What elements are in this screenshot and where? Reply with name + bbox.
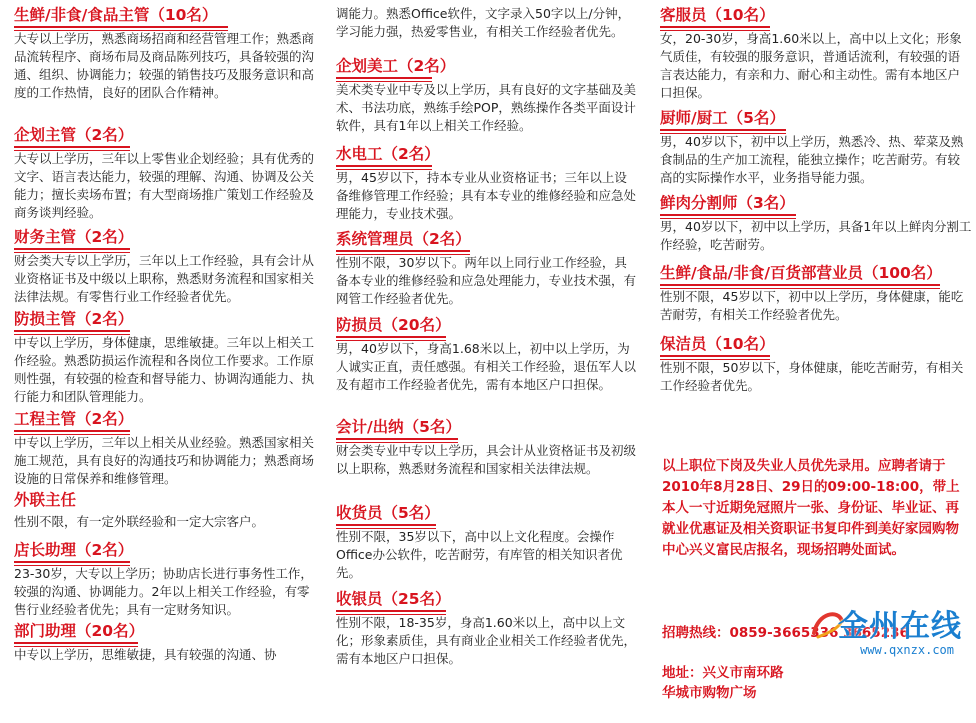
job-title: 财务主管（2名） <box>14 228 134 246</box>
job-title: 厨师/厨工（5名） <box>660 109 785 127</box>
job-accountant-cashier <box>336 416 636 478</box>
job-description: 财会类专业中专以上学历，具会计从业资格证书及初级以上职称，熟悉财务流程和国家相关法律法规。 <box>336 443 637 476</box>
column-right <box>646 0 976 701</box>
job-title: 外联主任 <box>14 491 77 509</box>
job-description: 23-30岁，大专以上学历；协助店长进行事务性工作，较强的沟通、协调能力。2年以上相关工作经验，有零售行业经验者优先；具有一定财务知识。 <box>14 566 313 617</box>
job-title: 生鲜/非食/食品主管（10名） <box>14 6 218 24</box>
job-description: 男，45岁以下，持本专业从业资格证书；三年以上设备维修管理工作经验；具有本专业的维修经验和应急处理能力，专业技术强。 <box>336 170 637 221</box>
job-title: 会计/出纳（5名） <box>336 418 461 436</box>
job-description: 性别不限，有一定外联经验和一定大宗客户。 <box>14 514 265 529</box>
job-store-manager-assistant <box>14 539 314 619</box>
job-description: 美术类专业中专及以上学历，具有良好的文字基础及美术、书法功底，熟练手绘POP，熟练操作各类平面设计软件，具有1年以上相关工作经验。 <box>336 82 637 133</box>
job-description: 男，40岁以下，身高1.68米以上，初中以上学历，为人诚实正直，责任感强。有相关工作经验，退伍军人以及有超市工作经验者优先，需有本地区户口担保。 <box>336 341 637 392</box>
job-title: 企划主管（2名） <box>14 126 134 144</box>
job-sales-associate <box>660 262 972 324</box>
job-description: 性别不限，45岁以下，初中以上学历，身体健康，能吃苦耐劳，有相关工作经验者优先。 <box>660 289 964 322</box>
job-cashier <box>336 588 636 668</box>
job-cleaner <box>660 333 972 395</box>
job-title: 企划美工（2名） <box>336 57 456 75</box>
job-loss-prevention-officer <box>336 314 636 394</box>
job-title: 保洁员（10名） <box>660 335 775 353</box>
recruitment-hotline: 招聘热线：0859-3665336 3665236 <box>662 625 909 641</box>
job-title: 店长助理（2名） <box>14 541 134 559</box>
job-description: 大专以上学历，熟悉商场招商和经营管理工作；熟悉商品流转程序、商场布局及商品陈列技巧，具备较强的沟通、组织、协调能力；较强的销售技巧及服务意识和高度的工作热情，良好的团队合作精神。 <box>14 31 315 100</box>
job-description: 女，20-30岁，身高1.60米以上，高中以上文化；形象气质佳，有较强的服务意识，普通话流利，有较强的语言表达能力，有亲和力、耐心和主动性。需有本地区户口担保。 <box>660 31 962 100</box>
job-title: 工程主管（2名） <box>14 410 134 428</box>
watermark-logo <box>790 601 970 665</box>
job-title: 防损员（20名） <box>336 316 451 334</box>
job-meat-cutter <box>660 192 972 254</box>
job-planning-supervisor <box>14 124 314 222</box>
job-title: 客服员（10名） <box>660 6 775 24</box>
job-electrician-plumber <box>336 143 636 223</box>
address: 地址：兴义市南环路 华城市购物广场 <box>662 665 784 701</box>
job-title: 鲜肉分割师（3名） <box>660 194 795 212</box>
job-description: 男，40岁以下，初中以上学历，具备1年以上鲜肉分割工作经验，吃苦耐劳。 <box>660 219 972 252</box>
job-fresh-food-supervisor <box>14 4 314 102</box>
job-customer-service <box>660 4 972 102</box>
job-title: 部门助理（20名） <box>14 622 145 640</box>
application-notice: 以上职位下岗及失业人员优先录用。应聘者请于2010年8月28日、29日的09:00-18:00，带上本人一寸近期免冠照片一张、身份证、毕业证、再就业优惠证及相关资职证书复印件到美好家园购物中心兴义富民店报名，现场招聘处面试。 <box>662 458 960 558</box>
job-description: 性别不限，30岁以下。两年以上同行业工作经验，具备本专业的维修经验和应急处理能力，专业技术强，有网管工作经验者优先。 <box>336 255 637 306</box>
job-description: 性别不限，18-35岁，身高1.60米以上，高中以上文化；形象素质佳，具有商业企业相关工作经验者优先，需有本地区户口担保。 <box>336 615 637 666</box>
job-description: 大专以上学历，三年以上零售业企划经验；具有优秀的文字、语言表达能力，较强的理解、沟通、协调及公关能力；擅长卖场布置；有大型商场推广策划工作经验及商务谈判经验。 <box>14 151 315 220</box>
job-department-assistant-continued <box>336 5 636 41</box>
column-middle <box>322 0 640 667</box>
job-title: 水电工（2名） <box>336 145 440 163</box>
job-finance-supervisor <box>14 226 314 306</box>
job-description: 中专以上学历，思维敏捷，具有较强的沟通、协 <box>14 647 277 662</box>
job-description: 性别不限，50岁以下，身体健康，能吃苦耐劳，有相关工作经验者优先。 <box>660 360 964 393</box>
job-chef-cook <box>660 107 972 187</box>
job-title: 收银员（25名） <box>336 590 451 608</box>
job-engineering-supervisor <box>14 408 314 488</box>
job-system-administrator <box>336 228 636 308</box>
watermark-url: www.qxnzx.com <box>860 643 954 657</box>
job-title: 防损主管（2名） <box>14 310 134 328</box>
job-planning-artist <box>336 55 636 135</box>
job-description: 调能力。熟悉Office软件，文字录入50字以上/分钟，学习能力强，热爱零售业，有相关工作经验者优先。 <box>336 6 631 39</box>
job-description: 中专以上学历，身体健康，思维敏捷。三年以上相关工作经验。熟悉防损运作流程和各岗位工作要求。工作原则性强，有较强的检查和督导能力、协调沟通能力、执行能力和团队管理能力。 <box>14 335 315 404</box>
job-description: 中专以上学历，三年以上相关从业经验。熟悉国家相关施工规范，具有良好的沟通技巧和协调能力；熟悉商场设施的日常保养和维修管理。 <box>14 435 315 486</box>
job-department-assistant <box>14 620 314 664</box>
job-title: 生鲜/食品/非食/百货部营业员（100名） <box>660 264 942 282</box>
job-title: 收货员（5名） <box>336 504 440 522</box>
job-receiving-clerk <box>336 502 636 582</box>
column-left <box>0 0 318 667</box>
job-description: 男，40岁以下，初中以上学历，熟悉冷、热、荤菜及熟食制品的生产加工流程，能独立操作；吃苦耐劳。有较高的实际操作水平，业务指导能力强。 <box>660 134 964 185</box>
job-loss-prevention-supervisor <box>14 308 314 406</box>
job-description: 性别不限，35岁以下，高中以上文化程度。会操作Office办公软件，吃苦耐劳，有库管的相关知识者优先。 <box>336 529 623 580</box>
job-description: 财会类大专以上学历，三年以上工作经验，具有会计从业资格证书及中级以上职称，熟悉财务流程和国家相关法律法规。有零售行业工作经验者优先。 <box>14 253 315 304</box>
watermark-name: 金州在线 <box>838 609 962 644</box>
job-external-relations-director <box>14 489 314 531</box>
job-title: 系统管理员（2名） <box>336 230 471 248</box>
